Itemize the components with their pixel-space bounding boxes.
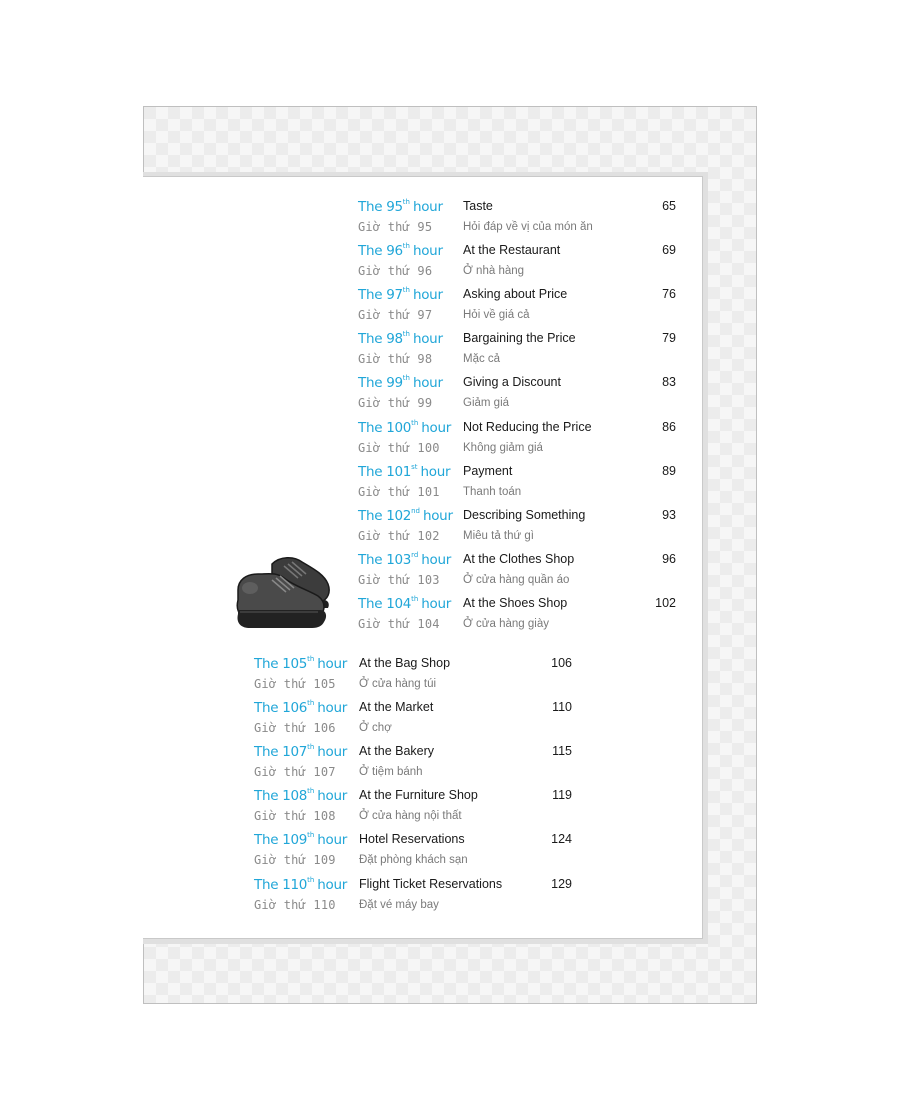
hour-number <box>358 507 453 524</box>
hour-ordinal-suffix: th <box>402 330 410 339</box>
hour-ordinal-suffix: rd <box>411 550 419 559</box>
vietnamese-title: Đặt phòng khách sạn <box>359 854 468 867</box>
english-title: Taste <box>463 199 493 213</box>
hour-ordinal-suffix: th <box>402 286 410 295</box>
hour-prefix: The 101 <box>358 463 412 480</box>
hour-word: hour <box>317 700 347 717</box>
hour-word: hour <box>421 595 451 612</box>
vietnamese-hour-label: Giờ thứ 101 <box>358 484 440 499</box>
hour-ordinal-suffix: th <box>402 374 410 383</box>
vietnamese-hour-label: Giờ thứ 107 <box>254 765 336 780</box>
page-number: 129 <box>551 876 572 891</box>
hour-word: hour <box>317 876 347 893</box>
english-title: Bargaining the Price <box>463 331 576 346</box>
english-title: At the Furniture Shop <box>359 788 478 803</box>
vietnamese-title: Ở cửa hàng nội thất <box>359 810 462 823</box>
hour-number <box>254 699 347 716</box>
page-number: 106 <box>551 656 572 670</box>
english-title: At the Restaurant <box>463 243 561 258</box>
hour-number <box>254 655 347 672</box>
hour-number <box>254 787 347 804</box>
vietnamese-title: Mặc cả <box>463 353 501 366</box>
hour-prefix: The 95 <box>358 199 403 215</box>
english-title: At the Clothes Shop <box>463 551 575 566</box>
vietnamese-title: Ở nhà hàng <box>463 265 525 278</box>
hour-prefix: The 105 <box>254 656 308 672</box>
hour-prefix: The 102 <box>358 507 412 524</box>
hour-prefix: The 107 <box>254 744 308 761</box>
hour-ordinal-suffix: th <box>307 743 315 752</box>
hour-ordinal-suffix: th <box>307 831 315 840</box>
english-title: Not Reducing the Price <box>463 419 592 434</box>
english-title: At the Market <box>359 700 434 715</box>
hour-number <box>358 286 443 303</box>
hour-number <box>358 330 443 347</box>
vietnamese-hour-label: Giờ thứ 102 <box>358 528 440 543</box>
hour-number <box>358 198 443 215</box>
english-title: Asking about Price <box>463 287 568 302</box>
page-number: 115 <box>552 744 572 759</box>
hour-word: hour <box>421 419 451 436</box>
hour-prefix: The 106 <box>254 700 308 717</box>
hour-prefix: The 110 <box>254 876 308 893</box>
vietnamese-hour-label: Giờ thứ 110 <box>254 897 336 912</box>
hour-word: hour <box>412 331 443 348</box>
page-number: 76 <box>662 287 676 302</box>
hour-word: hour <box>317 832 347 849</box>
hour-ordinal-suffix: st <box>411 462 418 471</box>
english-title: Flight Ticket Reservations <box>359 876 503 891</box>
english-title: Payment <box>463 463 513 478</box>
vietnamese-hour-label: Giờ thứ 109 <box>254 853 336 868</box>
vietnamese-title: Miêu tả thứ gì <box>463 529 534 542</box>
hour-word: hour <box>317 788 347 805</box>
vietnamese-hour-label: Giờ thứ 95 <box>358 220 433 234</box>
hour-ordinal-suffix: th <box>307 699 315 708</box>
page-number: 110 <box>552 700 572 715</box>
hour-ordinal-suffix: th <box>307 875 315 884</box>
hour-word: hour <box>412 287 443 304</box>
page-number: 119 <box>552 788 572 803</box>
hour-number <box>358 463 450 480</box>
page-number: 83 <box>662 375 676 390</box>
hour-number <box>254 876 347 893</box>
hour-word: hour <box>422 507 453 524</box>
english-title: Hotel Reservations <box>359 832 465 847</box>
vietnamese-title: Giảm giá <box>463 397 510 410</box>
hour-word: hour <box>421 551 452 568</box>
hour-ordinal-suffix: th <box>411 418 419 427</box>
hour-prefix: The 108 <box>254 788 308 805</box>
vietnamese-title: Ở cửa hàng giày <box>463 617 549 630</box>
vietnamese-hour-label: Giờ thứ 100 <box>358 440 440 455</box>
vietnamese-hour-label: Giờ thứ 97 <box>358 308 433 323</box>
vietnamese-title: Ở tiệm bánh <box>359 766 423 779</box>
hour-number <box>358 242 443 259</box>
vietnamese-hour-label: Giờ thứ 105 <box>254 677 336 691</box>
hour-prefix: The 96 <box>358 243 403 260</box>
vietnamese-hour-label: Giờ thứ 99 <box>358 396 433 411</box>
vietnamese-title: Hỏi về giá cả <box>463 309 530 322</box>
vietnamese-title: Ở cửa hàng quần áo <box>463 573 570 586</box>
hour-word: hour <box>317 656 347 672</box>
hour-ordinal-suffix: th <box>402 198 410 206</box>
english-title: At the Bakery <box>359 744 435 759</box>
vietnamese-hour-label: Giờ thứ 98 <box>358 352 433 367</box>
english-title: Giving a Discount <box>463 375 561 390</box>
hour-word: hour <box>412 199 443 215</box>
page-number: 65 <box>662 199 676 213</box>
vietnamese-hour-label: Giờ thứ 104 <box>358 616 440 631</box>
english-title: At the Bag Shop <box>359 656 451 670</box>
vietnamese-title: Không giảm giá <box>463 441 543 454</box>
page-number: 93 <box>662 507 676 522</box>
vietnamese-title: Thanh toán <box>463 485 522 498</box>
hour-prefix: The 109 <box>254 832 308 849</box>
page-number: 86 <box>662 419 676 434</box>
hour-ordinal-suffix: th <box>307 787 315 796</box>
hour-number <box>254 743 347 760</box>
hour-prefix: The 97 <box>358 287 403 304</box>
hour-number <box>358 419 451 436</box>
hour-prefix: The 98 <box>358 331 403 348</box>
vietnamese-title: Đặt vé máy bay <box>359 898 439 911</box>
hour-word: hour <box>317 744 347 761</box>
hour-ordinal-suffix: th <box>307 655 315 663</box>
vietnamese-hour-label: Giờ thứ 96 <box>358 264 433 279</box>
vietnamese-hour-label: Giờ thứ 108 <box>254 809 336 824</box>
hour-number <box>358 374 443 391</box>
vietnamese-title: Ở cửa hàng túi <box>359 678 437 690</box>
hour-word: hour <box>412 243 443 260</box>
hour-prefix: The 100 <box>358 419 412 436</box>
page-number: 102 <box>655 595 676 610</box>
hour-prefix: The 104 <box>358 595 412 612</box>
hour-ordinal-suffix: nd <box>411 506 420 515</box>
page-number: 69 <box>662 243 676 258</box>
vietnamese-hour-label: Giờ thứ 103 <box>358 572 440 587</box>
hour-number <box>358 595 451 612</box>
page-number: 89 <box>662 463 676 478</box>
hour-number <box>358 551 451 568</box>
page-number: 96 <box>662 551 676 566</box>
hour-number <box>254 831 347 848</box>
hour-prefix: The 99 <box>358 375 403 392</box>
page-number: 79 <box>662 331 676 346</box>
hour-ordinal-suffix: th <box>411 594 419 603</box>
english-title: Describing Something <box>463 507 586 522</box>
hour-word: hour <box>412 375 443 392</box>
vietnamese-title: Hỏi đáp về vị của món ăn <box>463 221 593 233</box>
vietnamese-hour-label: Giờ thứ 106 <box>254 721 336 736</box>
page-number: 124 <box>551 832 572 847</box>
hour-ordinal-suffix: th <box>402 242 410 251</box>
english-title: At the Shoes Shop <box>463 595 568 610</box>
vietnamese-title: Ở chợ <box>359 722 392 735</box>
hour-prefix: The 103 <box>358 551 412 568</box>
hour-word: hour <box>420 463 451 480</box>
